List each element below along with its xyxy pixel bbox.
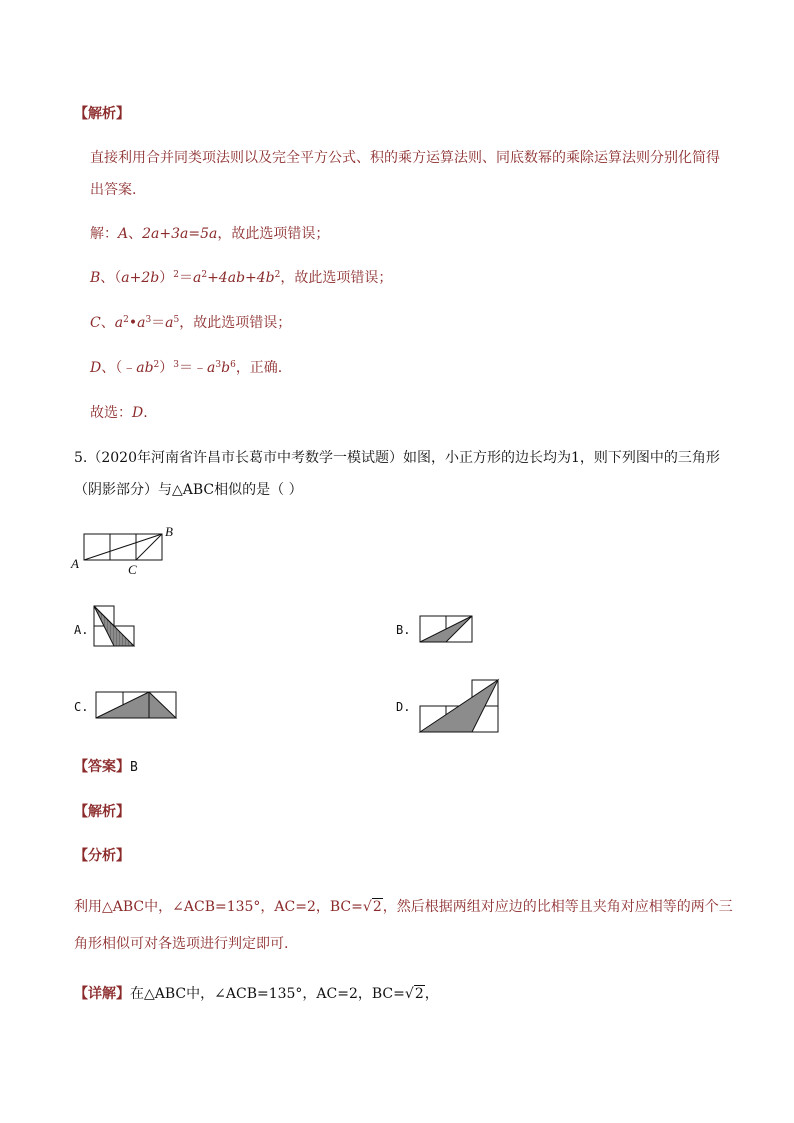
- section-heading-analysis: 【解析】: [74, 106, 130, 122]
- intro-line-1: 直接利用合并同类项法则以及完全平方公式、积的乘方运算法则、同底数幂的乘除运算法则分别化简得: [90, 150, 720, 166]
- option-b-label[interactable]: B.: [396, 623, 411, 637]
- option-b-figure[interactable]: [418, 614, 474, 644]
- point-label-c: C: [128, 562, 137, 577]
- solution-line-c: C、$a^2•a^3=a^5$，故此选项错误；: [90, 315, 292, 331]
- analysis-line-1: 利用△ABC中，∠ACB=135°，AC=2，BC=√2，然后根据两组对应边的比相等且夹角对应相等的两个三: [74, 899, 733, 915]
- section-heading-breakdown: 【分析】: [74, 848, 130, 864]
- sqrt-two: √2: [362, 899, 382, 915]
- solution-line-d: D、$(﹣ab^2)^3=﹣a^3b^6$，正确.: [90, 360, 283, 376]
- option-d-label[interactable]: D.: [396, 700, 411, 714]
- point-label-b: B: [165, 524, 173, 539]
- analysis-line-2: 角形相似可对各选项进行判定即可.: [74, 936, 289, 952]
- option-a-figure[interactable]: [92, 604, 138, 650]
- triangle-abc-figure: [68, 522, 188, 582]
- option-c-label[interactable]: C.: [74, 700, 89, 714]
- question-5-line-1: 5.（2020年河南省许昌市长葛市中考数学一模试题）如图，小正方形的边长均为1，则下列图中的三角形: [74, 450, 720, 466]
- option-a-label[interactable]: A.: [74, 623, 89, 637]
- intro-line-2: 出答案.: [90, 182, 137, 198]
- option-d-figure[interactable]: [418, 678, 502, 734]
- segment-ab: [84, 534, 162, 560]
- solution-line-a: 解：A、2a+3a=5a，故此选项错误；: [90, 226, 330, 242]
- answer-heading: 【答案】: [74, 759, 130, 775]
- solution-line-b: B、$(a+2b)^2=a^2+4ab+4b^2$，故此选项错误；: [90, 270, 393, 286]
- point-label-a: A: [71, 556, 79, 571]
- section-heading-analysis-2: 【解析】: [74, 804, 130, 820]
- detail-line: 【详解】在△ABC中，∠ACB=135°，AC=2，BC=√2，: [74, 986, 439, 1002]
- answer-line: [74, 757, 138, 778]
- shaded-triangle: [96, 692, 176, 718]
- detail-heading: 【详解】: [74, 986, 130, 1002]
- sqrt-two: √2: [404, 986, 424, 1002]
- solution-choice: 故选：D.: [90, 405, 148, 421]
- option-c-figure[interactable]: [94, 690, 178, 720]
- answer-value: B: [130, 760, 138, 775]
- question-5-line-2: （阴影部分）与△ABC相似的是（ ）: [74, 482, 303, 498]
